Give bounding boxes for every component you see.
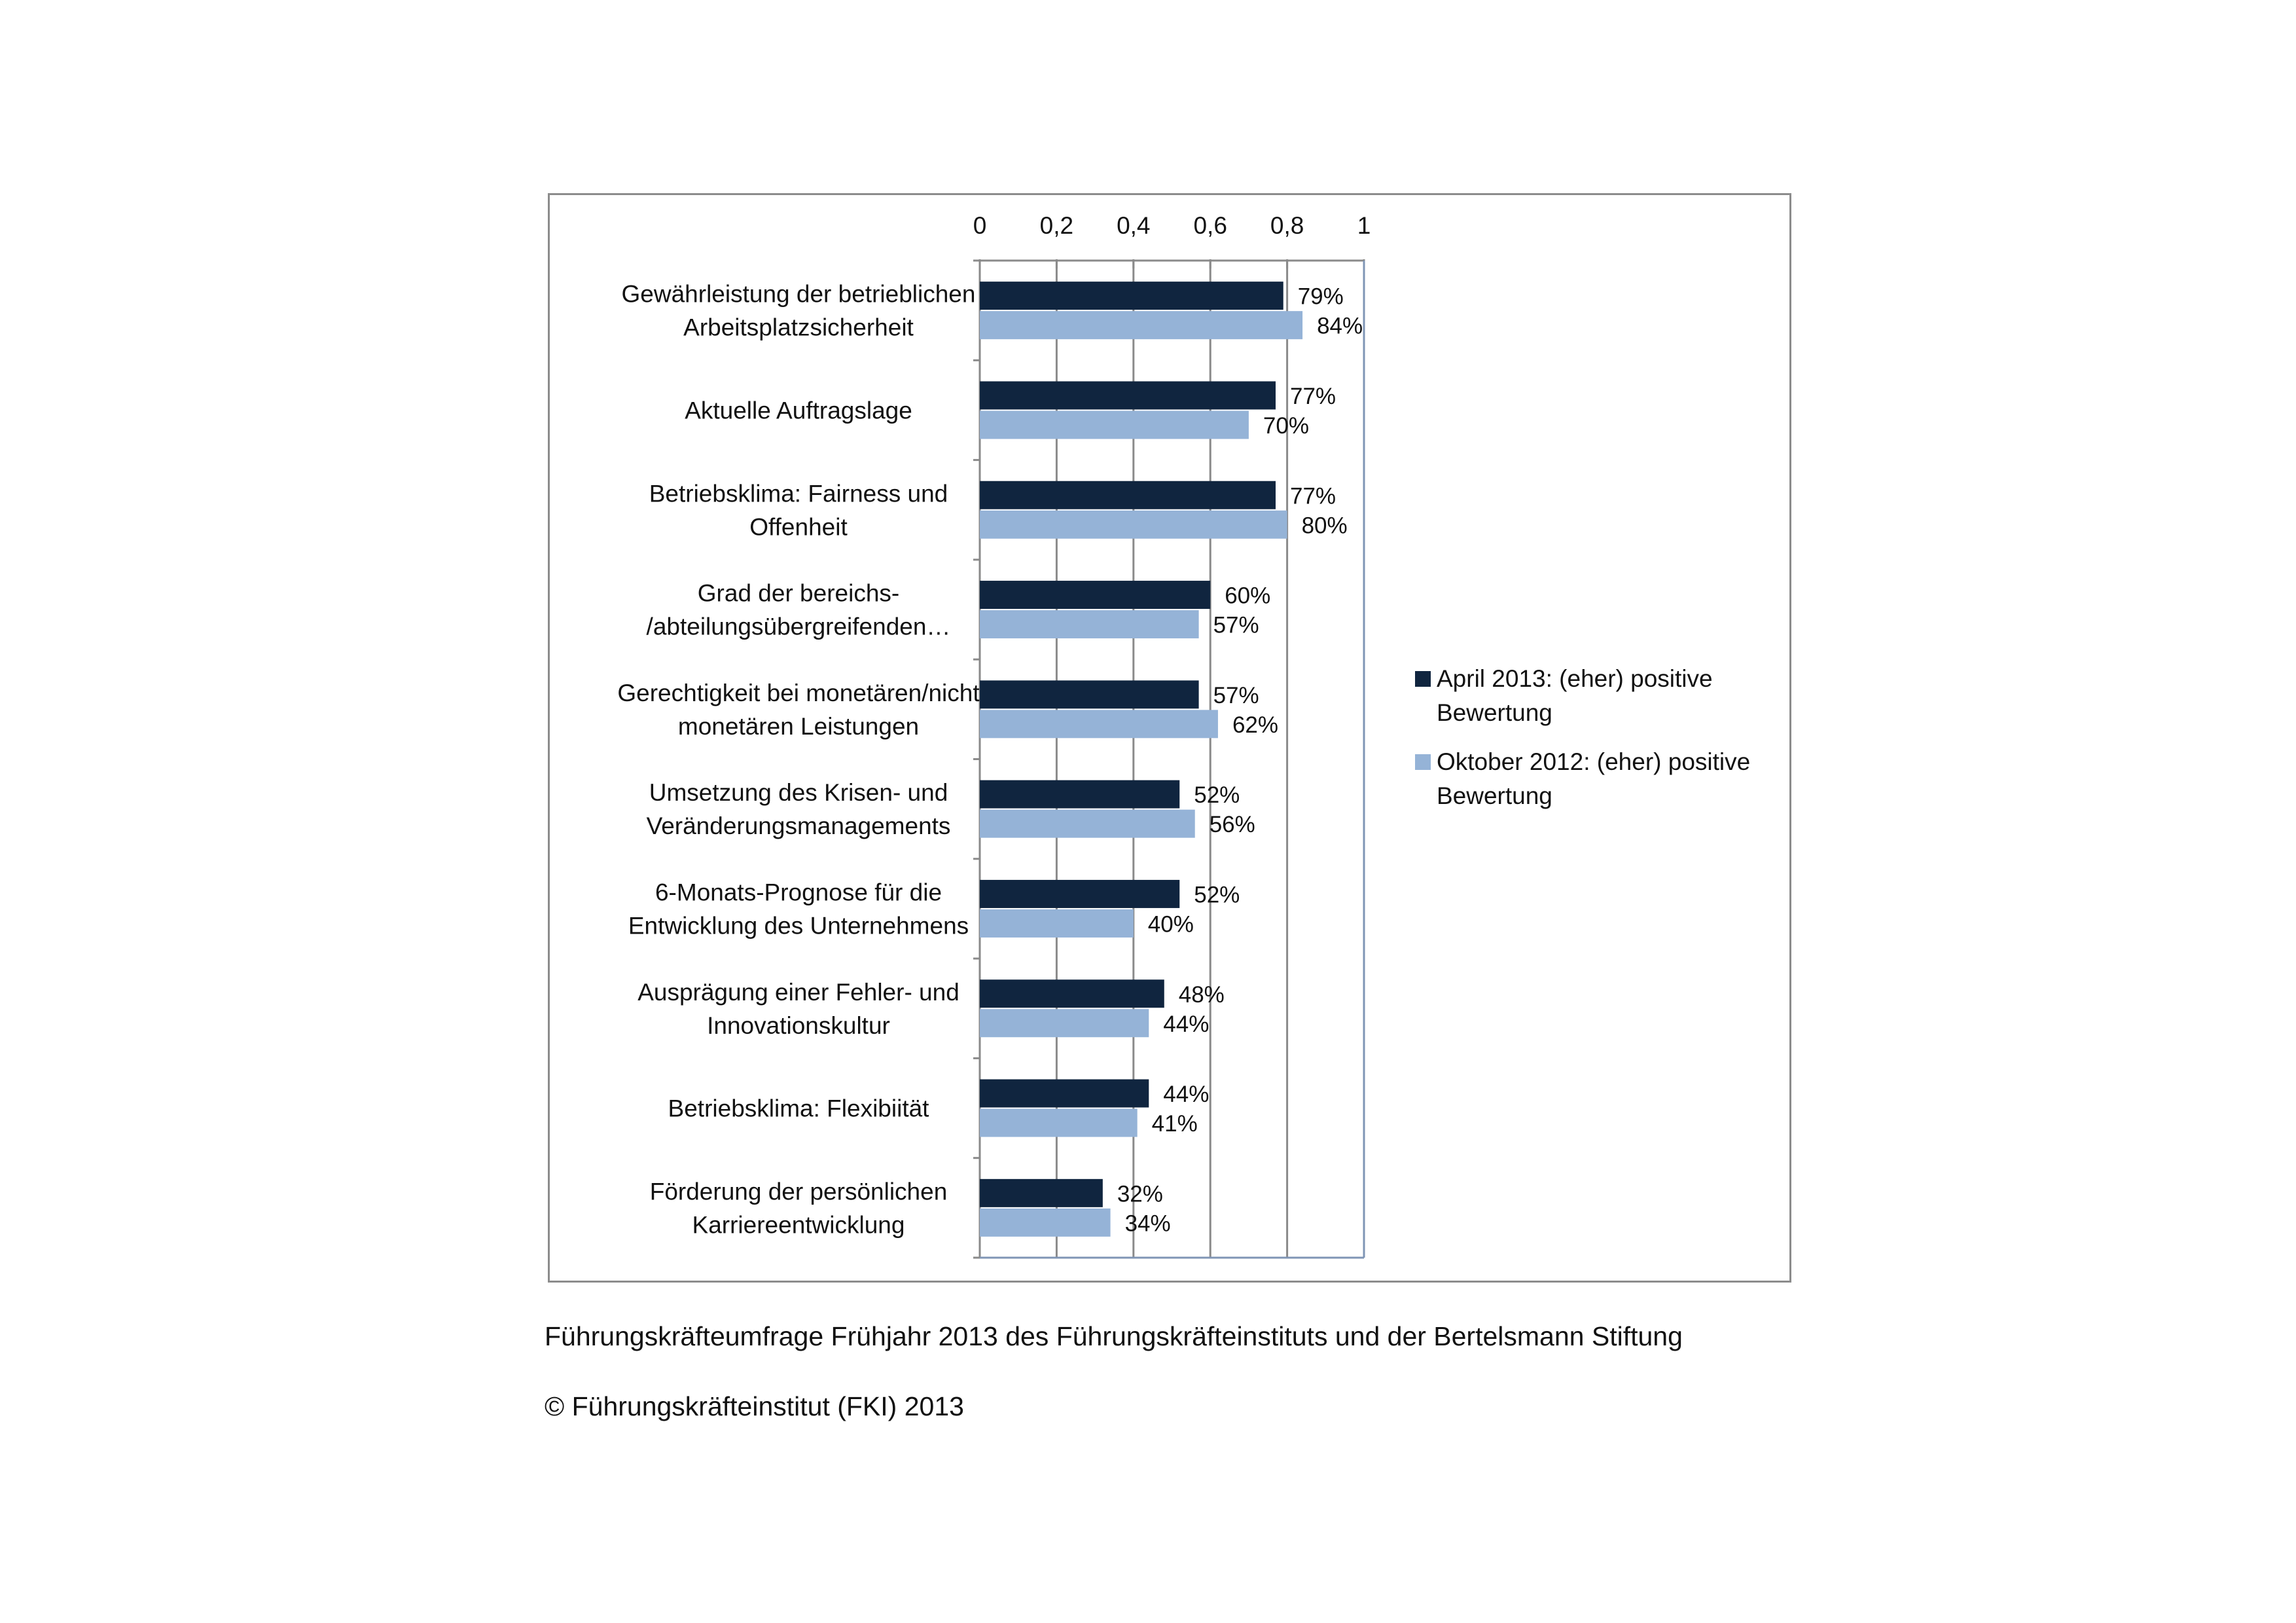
category-label: Ausprägung einer Fehler- und Innovationskultur	[637, 978, 960, 1039]
legend-swatch-april-2013	[1415, 671, 1431, 687]
category-label: Betriebsklima: Flexibiität	[668, 1095, 929, 1122]
data-label-oktober-2012: 84%	[1317, 313, 1363, 339]
data-label-oktober-2012: 44%	[1163, 1011, 1210, 1037]
bar-april-2013	[980, 1179, 1103, 1207]
bar-oktober-2012	[980, 311, 1302, 339]
x-tick-label: 1	[1357, 212, 1371, 239]
legend-swatch-oktober-2012	[1415, 754, 1431, 770]
data-label-april-2013: 77%	[1289, 483, 1336, 509]
data-label-april-2013: 32%	[1117, 1181, 1163, 1207]
category-label: Betriebsklima: Fairness und Offenheit	[649, 480, 948, 541]
bar-oktober-2012	[980, 1109, 1138, 1137]
bar-oktober-2012	[980, 410, 1249, 439]
bar-april-2013	[980, 680, 1199, 708]
legend-entry-april-2013: April 2013: (eher) positive Bewertung	[1437, 665, 1713, 726]
bar-april-2013	[980, 780, 1179, 809]
bar-oktober-2012	[980, 810, 1195, 838]
data-label-april-2013: 48%	[1178, 981, 1225, 1008]
bar-oktober-2012	[980, 1209, 1111, 1237]
bar-oktober-2012	[980, 610, 1199, 638]
data-label-april-2013: 60%	[1225, 583, 1271, 609]
legend-entry-oktober-2012: Oktober 2012: (eher) positive Bewertung	[1437, 748, 1751, 809]
bar-april-2013	[980, 481, 1276, 509]
data-label-april-2013: 52%	[1194, 882, 1240, 908]
data-label-april-2013: 57%	[1213, 682, 1259, 708]
x-tick-label: 0,4	[1117, 212, 1151, 239]
bar-april-2013	[980, 979, 1164, 1008]
bar-oktober-2012	[980, 511, 1287, 539]
bar-oktober-2012	[980, 710, 1218, 738]
bar-april-2013	[980, 282, 1283, 310]
data-label-oktober-2012: 70%	[1263, 412, 1309, 439]
source-note: Führungskräfteumfrage Frühjahr 2013 des Führungskräfteinstituts und der Bertelsmann Stiftung	[545, 1321, 1683, 1351]
data-label-oktober-2012: 40%	[1147, 911, 1194, 938]
bar-april-2013	[980, 880, 1179, 908]
x-tick-label: 0,2	[1039, 212, 1074, 239]
category-label: 6-Monats-Prognose für die Entwicklung des Unternehmens	[628, 879, 969, 939]
bar-oktober-2012	[980, 1009, 1149, 1037]
x-tick-label: 0	[973, 212, 987, 239]
data-label-april-2013: 79%	[1297, 283, 1344, 310]
category-label: Grad der bereichs-/abteilungsübergreifenden…	[646, 579, 951, 640]
data-label-april-2013: 52%	[1194, 782, 1240, 809]
x-tick-label: 0,8	[1270, 212, 1304, 239]
category-label: Gerechtigkeit bei monetären/nicht monetären Leistungen	[617, 679, 980, 740]
data-label-oktober-2012: 34%	[1124, 1211, 1171, 1237]
bar-april-2013	[980, 381, 1276, 409]
bar-oktober-2012	[980, 909, 1134, 938]
category-label: Förderung der persönlichen Karriereentwicklung	[649, 1178, 948, 1239]
category-label: Aktuelle Auftragslage	[685, 397, 912, 424]
bar-april-2013	[980, 1080, 1149, 1108]
copyright-note: © Führungskräfteinstitut (FKI) 2013	[545, 1391, 964, 1421]
data-label-oktober-2012: 41%	[1151, 1111, 1198, 1137]
data-label-oktober-2012: 62%	[1232, 712, 1279, 738]
data-label-oktober-2012: 80%	[1301, 513, 1348, 539]
data-label-oktober-2012: 56%	[1209, 812, 1255, 838]
bar-april-2013	[980, 581, 1210, 609]
data-label-april-2013: 44%	[1163, 1082, 1210, 1108]
x-tick-label: 0,6	[1193, 212, 1227, 239]
data-label-oktober-2012: 57%	[1213, 612, 1259, 638]
category-label: Umsetzung des Krisen- und Veränderungsmanagements	[646, 779, 951, 840]
data-label-april-2013: 77%	[1289, 383, 1336, 409]
category-label: Gewährleistung der betrieblichen Arbeitsplatzsicherheit	[621, 280, 976, 341]
